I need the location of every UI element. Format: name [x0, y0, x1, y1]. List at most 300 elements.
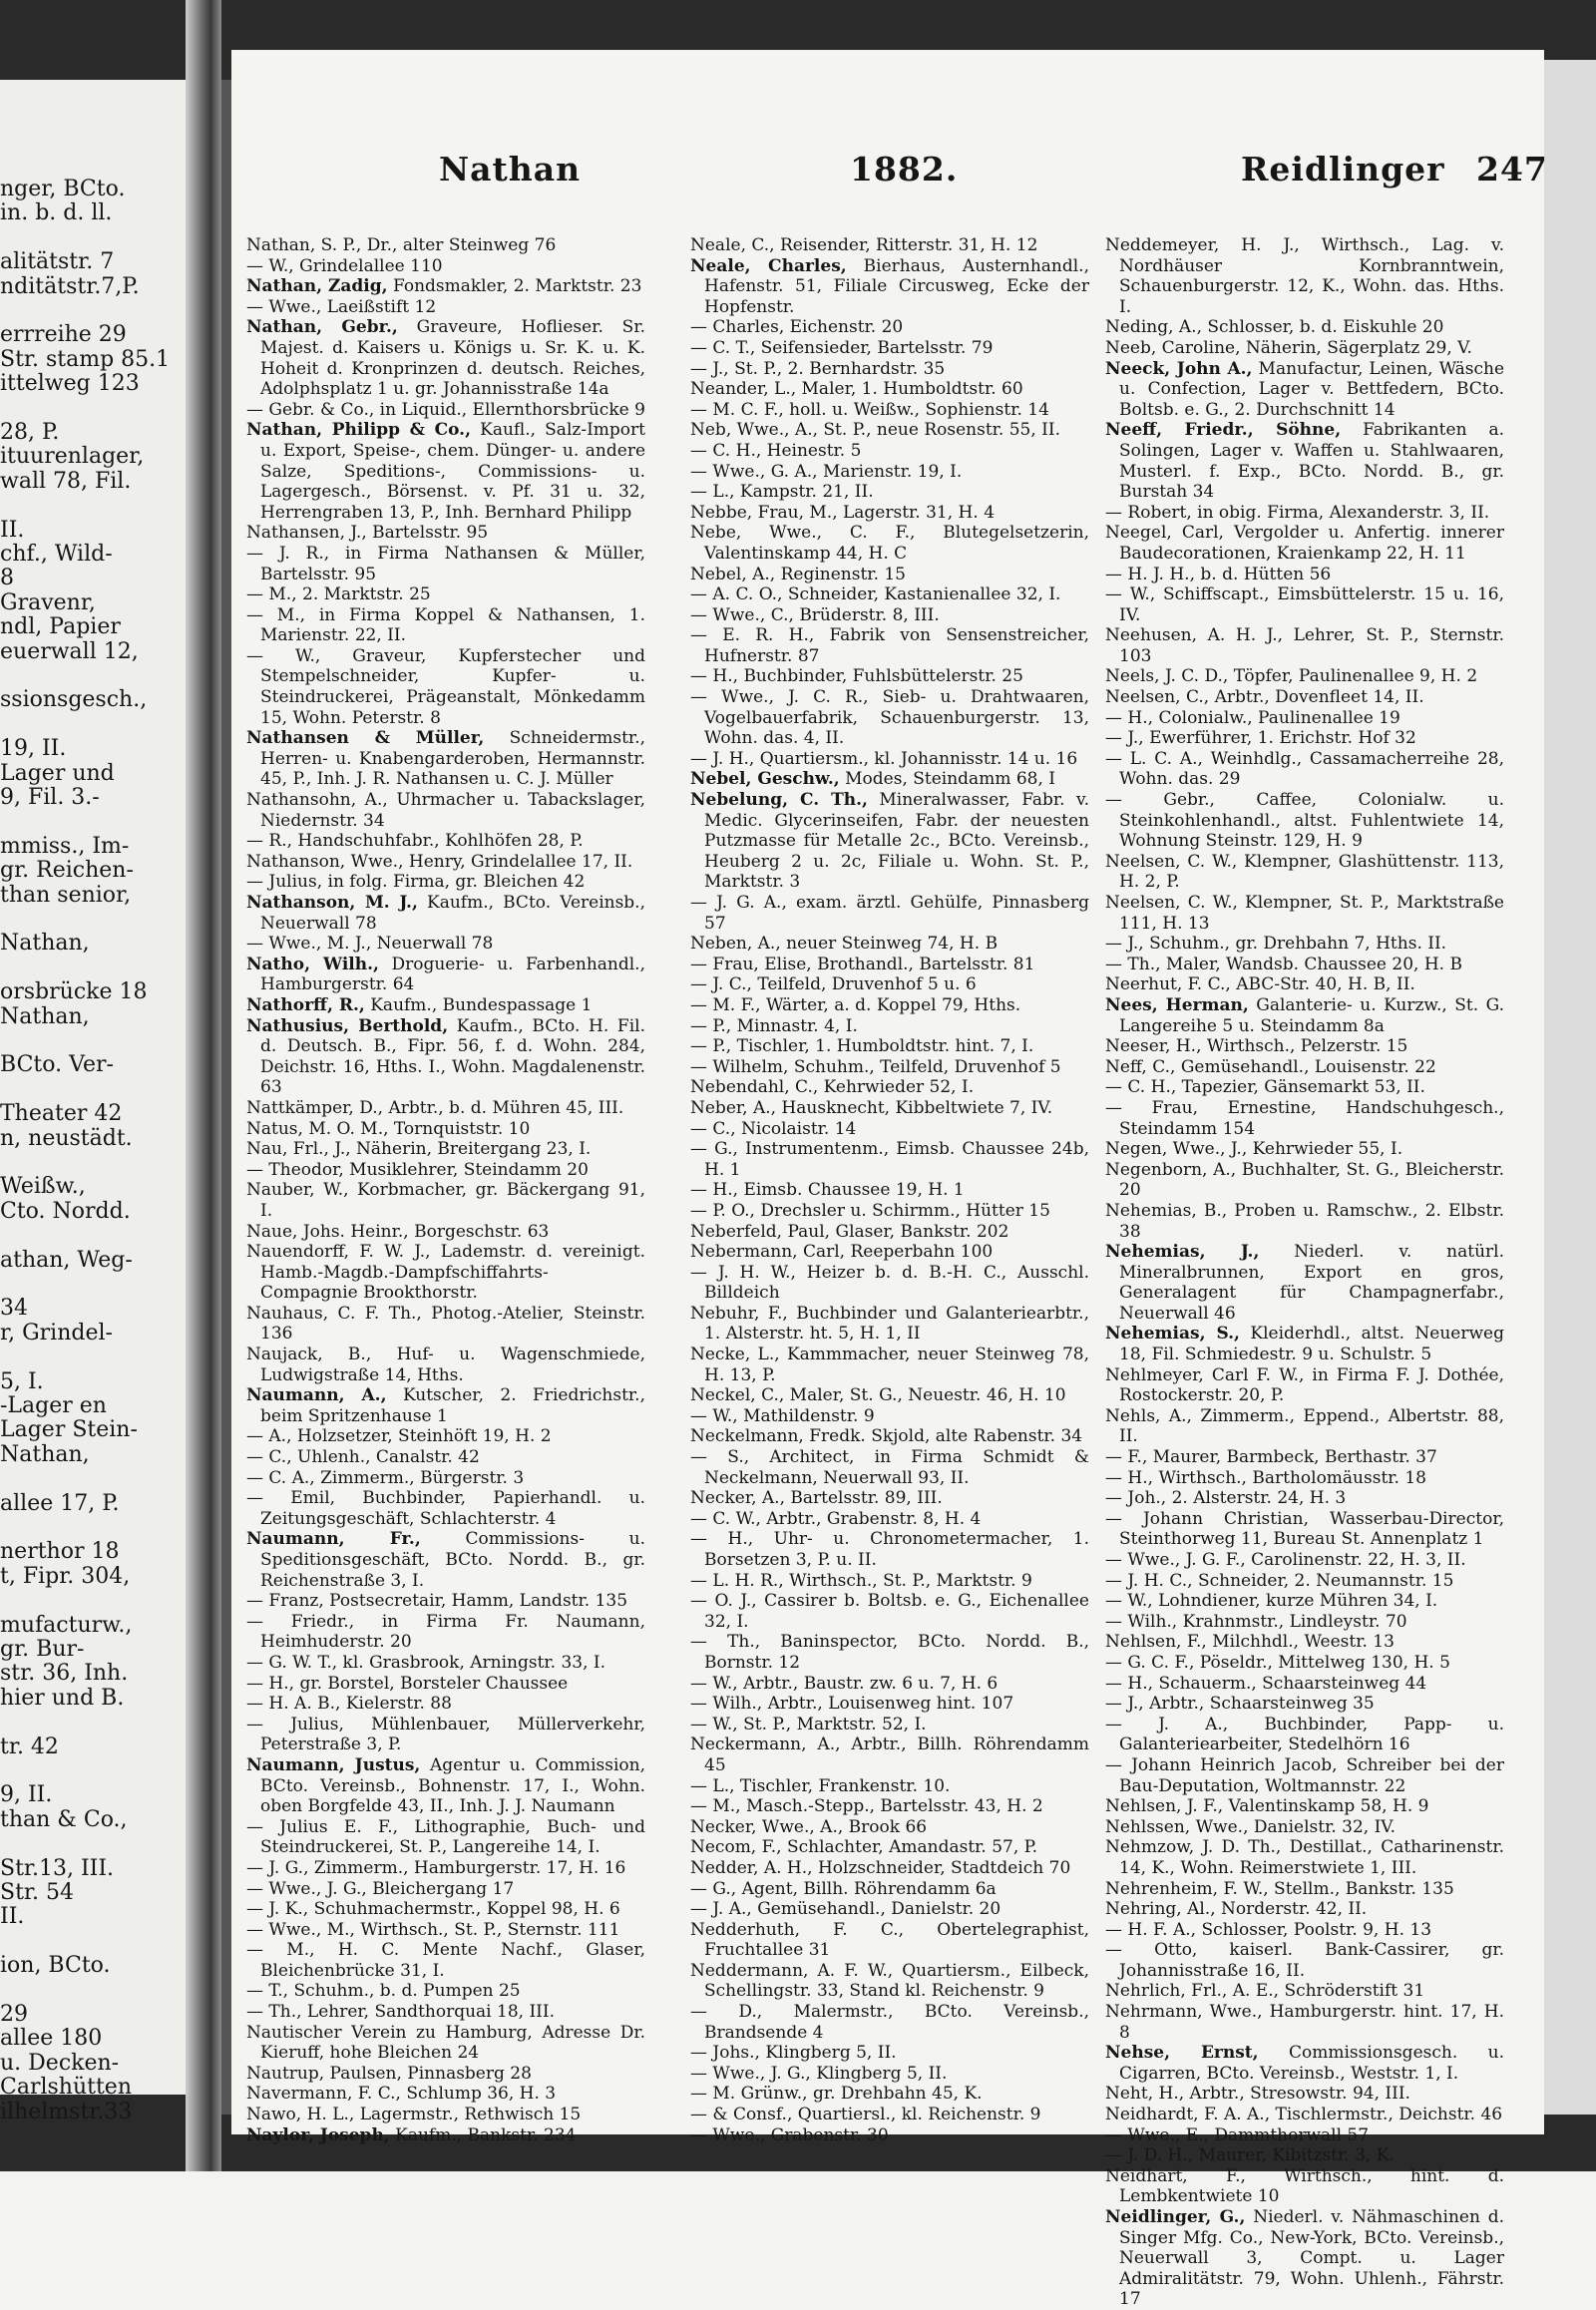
entry-text: Nautrup, Paulsen, Pinnasberg 28	[246, 2063, 532, 2084]
directory-entry	[690, 1817, 1089, 1838]
directory-entry	[690, 2125, 1089, 2146]
directory-entry	[690, 1694, 1089, 1715]
column-right	[1105, 235, 1504, 2310]
entry-text: — O. J., Cassirer b. Boltsb. e. G., Eichenallee 32, I.	[690, 1591, 1089, 1632]
entry-text: — M., Masch.-Stepp., Bartelsstr. 43, H. 2	[690, 1796, 1043, 1817]
entry-name: Natho, Wilh.,	[246, 954, 379, 974]
entry-text: — F., Maurer, Barmbeck, Berthastr. 37	[1105, 1447, 1437, 1468]
directory-entry	[690, 1098, 1089, 1119]
directory-entry	[690, 565, 1089, 585]
entry-text: Naue, Johs. Heinr., Borgeschstr. 63	[246, 1221, 550, 1242]
entry-text: — G., Instrumentenm., Eimsb. Chaussee 24b, H. 1	[690, 1139, 1089, 1180]
directory-entry	[690, 1057, 1089, 1078]
directory-entry	[246, 1468, 645, 1489]
entry-text: — W., Grindelallee 110	[246, 255, 443, 276]
directory-entry	[246, 1222, 645, 1243]
directory-entry	[1105, 1837, 1504, 1878]
facing-page-line: n, neustädt.	[0, 1125, 133, 1151]
facing-page-line: ssionsgesch.,	[0, 687, 148, 713]
entry-text: Modes, Steindamm 68, I	[839, 769, 1055, 790]
facing-page-line: II.	[0, 517, 25, 543]
entry-text: — J. R., in Firma Nathansen & Müller, Bartelsstr. 95	[246, 543, 645, 584]
entry-text: Droguerie- u. Farbenhandl., Hamburgerstr. 64	[260, 954, 645, 995]
facing-page-line: allee 17, P.	[0, 1490, 120, 1516]
entry-text: Neehusen, A. H. J., Lehrer, St. P., Sternstr. 103	[1105, 625, 1504, 666]
directory-entry	[1105, 995, 1504, 1036]
directory-entry	[246, 2105, 645, 2125]
directory-entry	[246, 1591, 645, 1612]
facing-page-line: Str.13, III.	[0, 1855, 115, 1881]
directory-entry	[690, 1961, 1089, 2002]
directory-entry	[690, 749, 1089, 770]
entry-text: — H. J. H., b. d. Hütten 56	[1105, 564, 1332, 584]
directory-entry	[690, 666, 1089, 687]
facing-page-line: 29	[0, 2002, 28, 2027]
facing-page-line: BCto. Ver-	[0, 1052, 114, 1078]
directory-entry	[1105, 1509, 1504, 1550]
directory-entry	[690, 955, 1089, 975]
entry-text: Niederl. v. natürl. Mineralbrunnen, Export en gros, Generalagent für Champagnerfabr., Neuerwall 46	[1119, 1242, 1504, 1324]
directory-entry	[246, 1899, 645, 1920]
directory-entry	[690, 1119, 1089, 1140]
entry-text: Nebbe, Frau, M., Lagerstr. 31, H. 4	[690, 502, 996, 523]
entry-text: Nehrmann, Wwe., Hamburgerstr. hint. 17, H. 8	[1105, 2002, 1504, 2043]
entry-text: — Otto, kaiserl. Bank-Cassirer, gr. Johannisstraße 16, II.	[1105, 1940, 1504, 1981]
directory-entry	[1105, 625, 1504, 666]
facing-page-line: athan, Weg-	[0, 1247, 133, 1273]
facing-page-line: tr. 42	[0, 1733, 59, 1759]
facing-page-line: Cto. Nordd.	[0, 1198, 131, 1224]
entry-text: Nebe, Wwe., C. F., Blutegelsetzerin, Valentinskamp 44, H. C	[690, 523, 1089, 564]
entry-text: Kaufm., Bankstr. 234	[389, 2124, 577, 2145]
entry-text: — Johann Heinrich Jacob, Schreiber bei der Bau-Deputation, Woltmannstr. 22	[1105, 1754, 1504, 1796]
entry-text: Mineralwasser, Fabr. v. Medic. Glycerinseifen, Fabr. der neuesten Putzmasse für Metalle 2c., BCto. Vereinsb., Heuberg 2 u. 2c, Filiale u. Wohn. St. P., Marktstr. 3	[704, 790, 1089, 893]
directory-entry	[1105, 317, 1504, 338]
facing-page-line: str. 36, Inh.	[0, 1661, 129, 1687]
directory-entry	[1105, 955, 1504, 975]
facing-page-line: 34	[0, 1296, 28, 1322]
directory-entry	[246, 1242, 645, 1304]
entry-text: — C. H., Heinestr. 5	[690, 440, 862, 461]
facing-page-line: errreihe 29	[0, 322, 127, 348]
entry-text: Nehlmeyer, Carl F. W., in Firma F. J. Dothée, Rostockerstr. 20, P.	[1105, 1364, 1504, 1406]
entry-text: Nathansohn, A., Uhrmacher u. Tabackslager, Niedernstr. 34	[246, 790, 645, 831]
directory-entry	[690, 1036, 1089, 1057]
facing-page-line: euerwall 12,	[0, 638, 139, 664]
entry-name: Naylor, Joseph,	[246, 2124, 390, 2145]
entry-text: — E. R. H., Fabrik von Sensenstreicher, Hufnerstr. 87	[690, 625, 1089, 666]
entry-text: Neddemeyer, H. J., Wirthsch., Lag. v. Nordhäuser Kornbranntwein, Schauenburgerstr. 12, K., Wohn. das. Hths. I.	[1105, 235, 1504, 317]
directory-entry	[246, 544, 645, 584]
entry-text: — C. T., Seifensieder, Bartelsstr. 79	[690, 337, 994, 358]
directory-entry	[246, 955, 645, 995]
directory-entry	[690, 769, 1089, 790]
entry-text: Nathanson, Wwe., Henry, Grindelallee 17, II.	[246, 851, 633, 872]
directory-entry	[690, 2043, 1089, 2064]
directory-entry	[1105, 503, 1504, 524]
entry-text: Nehlsen, F., Milchhdl., Weestr. 13	[1105, 1632, 1395, 1653]
page-edge-shadow	[221, 80, 231, 2115]
directory-entry	[690, 338, 1089, 359]
entry-text: — Charles, Eichenstr. 20	[690, 317, 904, 338]
directory-entry	[690, 1509, 1089, 1530]
directory-entry	[246, 1612, 645, 1653]
facing-page-line: -Lager en	[0, 1393, 107, 1418]
entry-text: Nau, Frl., J., Näherin, Breitergang 23, I.	[246, 1139, 592, 1160]
directory-entry	[1105, 523, 1504, 564]
entry-text: Nehlssen, Wwe., Danielstr. 32, IV.	[1105, 1816, 1396, 1837]
entry-name: Nathan, Philipp & Co.,	[246, 420, 471, 441]
entry-text: Graveure, Hoflieser. Sr. Majest. d. Kaisers u. Königs u. Sr. K. u. K. Hoheit d. Kronprinzen d. deutsch. Reiches, Adolphsplatz 1 u. gr. Johannisstraße 14a	[260, 317, 645, 400]
entry-name: Nehemias, J.,	[1105, 1242, 1260, 1263]
entry-text: Nauendorff, F. W. J., Lademstr. d. vereinigt. Hamb.-Magdb.-Dampfschiffahrts-Compagnie Brookthorstr.	[246, 1242, 645, 1304]
entry-text: — J. H. W., Heizer b. d. B.-H. C., Ausschl. Billdeich	[690, 1262, 1089, 1304]
entry-text: Fondsmakler, 2. Marktstr. 23	[387, 276, 642, 297]
page-margin	[1544, 60, 1596, 2115]
directory-entry	[1105, 1571, 1504, 1592]
entry-text: Neidhardt, F. A. A., Tischlermstr., Deichstr. 46	[1105, 2105, 1503, 2125]
entry-text: Neding, A., Schlosser, b. d. Eiskuhle 20	[1105, 317, 1444, 338]
entry-text: — Robert, in obig. Firma, Alexanderstr. 3, II.	[1105, 502, 1490, 523]
entry-text: Nedderhuth, F. C., Obertelegraphist, Fruchtallee 31	[690, 1919, 1089, 1961]
entry-text: Neckelmann, Fredk. Skjold, alte Rabenstr. 34	[690, 1426, 1083, 1447]
entry-text: — J. G., Zimmerm., Hamburgerstr. 17, H. 16	[246, 1857, 626, 1878]
entry-text: — C., Uhlenh., Canalstr. 42	[246, 1447, 480, 1468]
directory-entry	[246, 1160, 645, 1181]
entry-text: — C., Nicolaistr. 14	[690, 1118, 857, 1139]
entry-text: — J., Schuhm., gr. Drehbahn 7, Hths. II.	[1105, 934, 1447, 955]
entry-text: — Wwe., J. G., Bleichergang 17	[246, 1878, 515, 1899]
directory-entry	[690, 1632, 1089, 1673]
facing-page-line: Nathan,	[0, 931, 90, 957]
facing-page-line: in. b. d. ll.	[0, 200, 113, 226]
directory-entry	[246, 1715, 645, 1755]
facing-page-line: ion, BCto.	[0, 1953, 111, 1979]
facing-page-line: u. Decken-	[0, 2050, 120, 2076]
directory-entry	[690, 687, 1089, 749]
entry-text: — Friedr., in Firma Fr. Naumann, Heimhuderstr. 20	[246, 1611, 645, 1653]
directory-entry	[690, 462, 1089, 483]
entry-text: — C. H., Tapezier, Gänsemarkt 53, II.	[1105, 1077, 1425, 1098]
directory-entry	[690, 359, 1089, 380]
entry-text: — Gebr. & Co., in Liquid., Ellernthorsbrücke 9	[246, 399, 645, 420]
directory-entry	[690, 1426, 1089, 1447]
entry-text: Neff, C., Gemüsehandl., Louisenstr. 22	[1105, 1056, 1436, 1077]
entry-text: — H., Buchbinder, Fuhlsbüttelerstr. 25	[690, 666, 1023, 687]
entry-text: — H., Wirthsch., Bartholomäusstr. 18	[1105, 1467, 1426, 1488]
entry-text: — J. H. C., Schneider, 2. Neumannstr. 15	[1105, 1570, 1454, 1591]
entry-text: Neckermann, A., Arbtr., Billh. Röhrendamm 45	[690, 1734, 1089, 1775]
entry-text: — Wilhelm, Schuhm., Teilfeld, Druvenhof 5	[690, 1056, 1061, 1077]
directory-entry	[690, 420, 1089, 441]
directory-entry	[1105, 1694, 1504, 1715]
entry-text: — G. W. T., kl. Grasbrook, Arningstr. 33, I.	[246, 1652, 606, 1673]
facing-page-line: II.	[0, 1904, 25, 1930]
entry-text: Necker, A., Bartelsstr. 89, III.	[690, 1488, 943, 1509]
entry-text: — M. F., Wärter, a. d. Koppel 79, Hths.	[690, 994, 1021, 1015]
entry-text: — A. C. O., Schneider, Kastanienallee 32, I.	[690, 584, 1061, 605]
directory-entry	[690, 1345, 1089, 1385]
entry-text: — W., Arbtr., Baustr. zw. 6 u. 7, H. 6	[690, 1673, 998, 1694]
entry-text: Nehrenheim, F. W., Stellm., Bankstr. 135	[1105, 1878, 1454, 1899]
facing-page-line: than & Co.,	[0, 1806, 128, 1832]
entry-name: Nathusius, Berthold,	[246, 1015, 449, 1036]
entry-text: Nebermann, Carl, Reeperbahn 100	[690, 1242, 994, 1263]
directory-entry	[690, 1139, 1089, 1180]
entry-text: Nauber, W., Korbmacher, gr. Bäckergang 91, I.	[246, 1180, 645, 1221]
facing-page-line: Carlshütten	[0, 2075, 132, 2101]
directory-entry	[1105, 1612, 1504, 1633]
directory-entry	[690, 1447, 1089, 1488]
facing-page-line: 5, I.	[0, 1368, 44, 1394]
directory-entry	[690, 1715, 1089, 1735]
entry-text: Nehrlich, Frl., A. E., Schröderstift 31	[1105, 1981, 1425, 2002]
facing-page-line: ituurenlager,	[0, 444, 145, 470]
entry-text: — P., Tischler, 1. Humboldtstr. hint. 7, I.	[690, 1036, 1034, 1057]
entry-name: Naumann, A.,	[246, 1385, 387, 1406]
facing-page-line: nditätstr.7,P.	[0, 273, 140, 299]
directory-entry	[1105, 687, 1504, 708]
entry-text: — M., in Firma Koppel & Nathansen, 1. Marienstr. 22, II.	[246, 604, 645, 646]
directory-entry	[246, 852, 645, 873]
directory-entry	[1105, 893, 1504, 934]
entry-text: — J., Ewerführer, 1. Erichstr. Hof 32	[1105, 728, 1416, 749]
entry-text: Nautischer Verein zu Hamburg, Adresse Dr. Kieruff, hohe Bleichen 24	[246, 2022, 645, 2064]
directory-entry	[246, 317, 645, 399]
directory-entry	[246, 1426, 645, 1447]
entry-text: Neht, H., Arbtr., Stresowstr. 94, III.	[1105, 2084, 1410, 2105]
facing-page-line: Lager Stein-	[0, 1417, 138, 1443]
directory-entry	[690, 934, 1089, 955]
directory-entry	[246, 420, 645, 523]
directory-entry	[246, 2064, 645, 2085]
directory-entry	[1105, 338, 1504, 359]
entry-text: — W., Schiffscapt., Eimsbüttelerstr. 15 u. 16, IV.	[1105, 584, 1504, 625]
directory-entry	[690, 1920, 1089, 1961]
directory-entry	[246, 523, 645, 544]
entry-name: Neale, Charles,	[690, 255, 847, 276]
directory-entry	[246, 831, 645, 852]
entry-text: — A., Holzsetzer, Steinhöft 19, H. 2	[246, 1426, 552, 1447]
directory-entry	[690, 503, 1089, 524]
entry-text: Galanterie- u. Kurzw., St. G. Langereihe 5 u. Steindamm 8a	[1119, 994, 1504, 1036]
entry-text: — Joh., 2. Alsterstr. 24, H. 3	[1105, 1488, 1347, 1509]
entry-text: — P. O., Drechsler u. Schirmm., Hütter 15	[690, 1200, 1050, 1221]
entry-text: — M. C. F., holl. u. Weißw., Sophienstr. 14	[690, 399, 1049, 420]
entry-text: Nebel, A., Reginenstr. 15	[690, 564, 907, 584]
directory-entry	[690, 2064, 1089, 2085]
entry-text: — J. H., Quartiersm., kl. Johannisstr. 14 u. 16	[690, 748, 1078, 769]
facing-page-line: ittelweg 123	[0, 371, 140, 397]
directory-entry	[1105, 974, 1504, 995]
entry-text: Fabrikanten a. Solingen, Lager v. Waffen u. Stahlwaaren, Musterl. f. Exp., BCto. Nordd. B., gr. Burstah 34	[1119, 420, 1504, 503]
entry-text: — M., H. C. Mente Nachf., Glaser, Bleichenbrücke 31, I.	[246, 1940, 645, 1981]
entry-text: — Emil, Buchbinder, Papierhandl. u. Zeitungsgeschäft, Schlachterstr. 4	[246, 1488, 645, 1529]
entry-text: Niederl. v. Nähmaschinen d. Singer Mfg. Co., New-York, BCto. Vereinsb., Neuerwall 3, Compt. u. Lager Admiralitätstr. 79, Wohn. Uhlenh., Fährstr. 17	[1119, 2207, 1504, 2310]
entry-text: Neckel, C., Maler, St. G., Neuestr. 46, H. 10	[690, 1385, 1066, 1406]
directory-entry	[246, 584, 645, 605]
entry-text: Navermann, F. C., Schlump 36, H. 3	[246, 2084, 557, 2105]
entry-text: — Gebr., Caffee, Colonialw. u. Steinkohlenhandl., altst. Fuhlentwiete 14, Wohnung Steinstr. 129, H. 9	[1105, 790, 1504, 852]
directory-entry	[690, 379, 1089, 400]
entry-text: — R., Handschuhfabr., Kohlhöfen 28, P.	[246, 831, 584, 852]
entry-text: — D., Malermstr., BCto. Vereinsb., Brandsende 4	[690, 2002, 1089, 2043]
entry-text: — J. A., Buchbinder, Papp- u. Galanteriearbeiter, Stedelhörn 16	[1105, 1714, 1504, 1755]
entry-text: — L., Tischler, Frankenstr. 10.	[690, 1775, 951, 1796]
entry-text: Naujack, B., Huf- u. Wagenschmiede, Ludwigstraße 14, Hths.	[246, 1345, 645, 1385]
directory-entry	[246, 646, 645, 728]
directory-entry	[690, 995, 1089, 1016]
directory-entry	[1105, 728, 1504, 749]
directory-entry	[246, 2125, 645, 2146]
directory-entry	[246, 400, 645, 421]
directory-entry	[690, 605, 1089, 626]
directory-entry	[1105, 1879, 1504, 1900]
directory-entry	[246, 1817, 645, 1858]
directory-entry	[690, 1242, 1089, 1263]
directory-entry	[690, 317, 1089, 338]
directory-entry	[246, 1858, 645, 1879]
directory-entry	[690, 1263, 1089, 1304]
directory-entry	[1105, 1057, 1504, 1078]
entry-text: — P., Minnastr. 4, I.	[690, 1015, 858, 1036]
entry-name: Naumann, Justus,	[246, 1754, 421, 1775]
entry-name: Nebelung, C. Th.,	[690, 790, 868, 811]
entry-name: Naumann, Fr.,	[246, 1529, 421, 1550]
directory-entry	[690, 974, 1089, 995]
directory-entry	[246, 276, 645, 297]
entry-text: — W., Mathildenstr. 9	[690, 1405, 875, 1426]
entry-name: Nathorff, R.,	[246, 994, 365, 1015]
entry-text: — M., 2. Marktstr. 25	[246, 584, 431, 605]
directory-entry	[1105, 2043, 1504, 2084]
entry-text: — C. A., Zimmerm., Bürgerstr. 3	[246, 1467, 525, 1488]
facing-page-line: 9, Fil. 3.-	[0, 785, 100, 810]
directory-entry	[690, 1385, 1089, 1406]
entry-text: — Wwe., M., Wirthsch., St. P., Sternstr. 111	[246, 1919, 620, 1940]
entry-text: Neale, C., Reisender, Ritterstr. 31, H. 12	[690, 235, 1038, 255]
directory-entry	[690, 2105, 1089, 2125]
directory-entry	[246, 2002, 645, 2023]
entry-text: Nathansen, J., Bartelsstr. 95	[246, 523, 489, 544]
directory-entry	[1105, 2207, 1504, 2310]
facing-page-line: 19, II.	[0, 736, 67, 762]
entry-text: — Th., Baninspector, BCto. Nordd. B., Bornstr. 12	[690, 1632, 1089, 1673]
entry-text: Necom, F., Schlachter, Amandastr. 57, P.	[690, 1837, 1038, 1858]
entry-text: Kaufm., BCto. H. Fil. d. Deutsch. B., Fipr. 56, f. d. Wohn. 284, Deichstr. 16, Hths. I., Wohn. Magdalenenstr. 63	[260, 1015, 645, 1098]
directory-entry	[246, 1981, 645, 2002]
entry-text: Nauhaus, C. F. Th., Photog.-Atelier, Steinstr. 136	[246, 1303, 645, 1345]
facing-page-line: Str. 54	[0, 1880, 74, 1905]
facing-page-line: wall 78, Fil.	[0, 468, 132, 494]
facing-page-line: Nathan,	[0, 1441, 90, 1467]
directory-entry	[246, 1016, 645, 1098]
facing-page-line: t, Fipr. 304,	[0, 1563, 131, 1589]
directory-entry	[690, 235, 1089, 256]
directory-entry	[246, 893, 645, 934]
directory-entry	[246, 1119, 645, 1140]
directory-entry	[690, 1591, 1089, 1632]
entry-text: — Wwe., Laeißstift 12	[246, 296, 437, 317]
facing-page-line: gr. Bur-	[0, 1637, 85, 1662]
directory-entry	[246, 1653, 645, 1674]
directory-entry	[246, 1529, 645, 1591]
entry-text: Nehmzow, J. D. Th., Destillat., Catharinenstr. 14, K., Wohn. Reimerstwiete 1, III.	[1105, 1837, 1504, 1878]
directory-entry	[690, 1858, 1089, 1879]
facing-page-line: Str. stamp 85.1	[0, 346, 171, 372]
directory-entry	[1105, 1940, 1504, 1981]
directory-entry	[1105, 2145, 1504, 2166]
directory-entry	[1105, 1447, 1504, 1468]
facing-page-line: allee 180	[0, 2026, 103, 2052]
entry-text: — Julius E. F., Lithographie, Buch- und Steindruckerei, St. P., Langereihe 14, I.	[246, 1816, 645, 1858]
directory-entry	[1105, 1632, 1504, 1653]
entry-text: — Wilh., Arbtr., Louisenweg hint. 107	[690, 1694, 1014, 1715]
entry-text: — H., Uhr- u. Chronometermacher, 1. Borsetzen 3, P. u. II.	[690, 1529, 1089, 1570]
entry-text: Nehemias, B., Proben u. Ramschw., 2. Elbstr. 38	[1105, 1200, 1504, 1242]
entry-text: Schneidermstr., Herren- u. Knabengarderoben, Hermannstr. 45, P., Inh. J. R. Nathansen u. C. J. Müller	[260, 728, 646, 790]
directory-entry	[690, 1304, 1089, 1345]
directory-entry	[246, 1304, 645, 1345]
entry-text: — W., St. P., Marktstr. 52, I.	[690, 1714, 927, 1734]
directory-entry	[690, 1222, 1089, 1243]
directory-entry	[1105, 1036, 1504, 1057]
facing-page-fragment	[0, 80, 186, 2124]
entry-name: Neidlinger, G.,	[1105, 2207, 1246, 2227]
directory-entry	[1105, 852, 1504, 893]
entry-text: Neber, A., Hausknecht, Kibbeltwiete 7, IV.	[690, 1097, 1053, 1118]
entry-text: — Wwe., J. C. R., Sieb- u. Drahtwaaren, Vogelbauerfabrik, Schauenburgerstr. 13, Wohn. das. 4, II.	[690, 687, 1089, 749]
facing-page-line: 8	[0, 566, 14, 591]
directory-entry	[690, 1796, 1089, 1817]
book-spine	[186, 0, 221, 2171]
directory-entry	[1105, 2166, 1504, 2207]
entry-text: Nebuhr, F., Buchbinder und Galanteriearbtr., 1. Alsterstr. ht. 5, H. 1, II	[690, 1303, 1089, 1345]
facing-page-line: Weißw.,	[0, 1174, 86, 1200]
directory-entry	[246, 2084, 645, 2105]
header-left-catchword: Nathan	[439, 150, 582, 189]
directory-entry	[690, 1201, 1089, 1222]
entry-name: Nathanson, M. J.,	[246, 893, 418, 913]
entry-text: Neeb, Caroline, Näherin, Sägerplatz 29, V.	[1105, 337, 1472, 358]
facing-page-line: nger, BCto.	[0, 177, 126, 201]
entry-text: Neelsen, C. W., Klempner, Glashüttenstr. 113, H. 2, P.	[1105, 851, 1504, 893]
directory-entry	[1105, 1098, 1504, 1139]
directory-entry	[1105, 1796, 1504, 1817]
entry-name: Neeck, John A.,	[1105, 358, 1253, 379]
entry-text: Neberfeld, Paul, Glaser, Bankstr. 202	[690, 1221, 1009, 1242]
entry-text: Kaufm., BCto. Vereinsb., Neuerwall 78	[260, 893, 645, 934]
entry-text: — Theodor, Musiklehrer, Steindamm 20	[246, 1159, 589, 1180]
entry-text: Necker, Wwe., A., Brook 66	[690, 1816, 928, 1837]
entry-name: Neeff, Friedr., Söhne,	[1105, 420, 1342, 441]
directory-entry	[1105, 1981, 1504, 2002]
directory-entry	[246, 728, 645, 790]
entry-text: — H., Colonialw., Paulinenallee 19	[1105, 707, 1400, 728]
directory-entry	[690, 523, 1089, 564]
entry-text: Kaufm., Bundespassage 1	[364, 994, 593, 1015]
entry-text: — J. K., Schuhmachermstr., Koppel 98, H. 6	[246, 1899, 620, 1920]
entry-text: — Johs., Klingberg 5, II.	[690, 2043, 897, 2064]
directory-entry	[690, 1077, 1089, 1098]
entry-name: Nathan, Zadig,	[246, 276, 388, 297]
entry-text: Natus, M. O. M., Tornquiststr. 10	[246, 1118, 531, 1139]
entry-text: — J. G. A., exam. ärztl. Gehülfe, Pinnasberg 57	[690, 893, 1089, 934]
entry-name: Nathansen & Müller,	[246, 728, 485, 749]
directory-entry	[246, 1180, 645, 1221]
directory-entry	[1105, 1674, 1504, 1695]
directory-entry	[1105, 1468, 1504, 1489]
